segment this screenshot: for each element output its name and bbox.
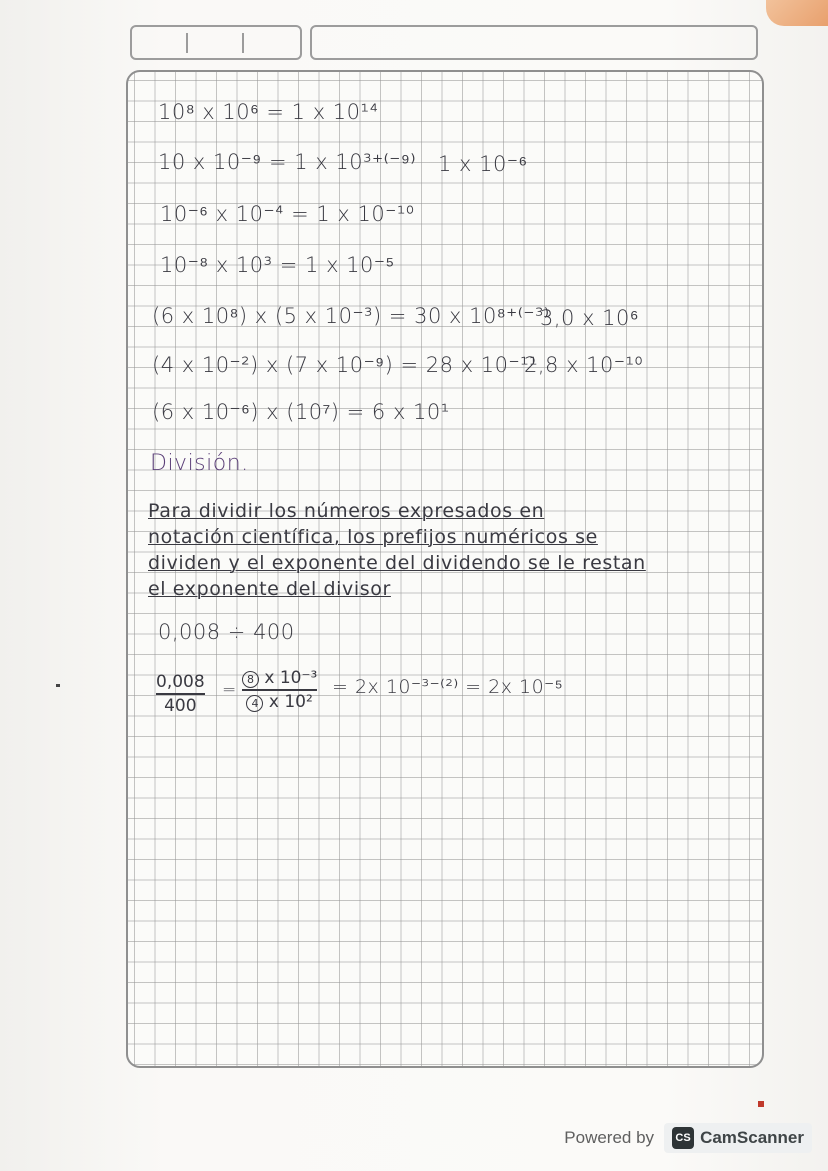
equals-sign: =	[222, 680, 237, 700]
division-result: = 2x 10⁻³⁻⁽²⁾ = 2x 10⁻⁵	[332, 676, 564, 698]
circled-digit: 4	[246, 695, 263, 712]
math-line-2-result: 1 x 10⁻⁶	[438, 152, 528, 176]
math-line-3: 10⁻⁶ x 10⁻⁴ = 1 x 10⁻¹⁰	[160, 202, 415, 226]
math-line-5: (6 x 10⁸) x (5 x 10⁻³) = 30 x 10⁸⁺⁽⁻³⁾	[152, 304, 550, 328]
paragraph-line-3: dividen y el exponente del dividendo se le restan	[148, 552, 646, 574]
example-line: 0,008 ÷ 400	[158, 620, 295, 644]
paragraph-line-2: notación científica, los prefijos numéricos se	[148, 526, 598, 548]
camscanner-badge	[664, 1123, 812, 1153]
fraction-numerator: 0,008	[156, 672, 205, 692]
circled-digit: 8	[242, 671, 259, 688]
date-box	[130, 25, 302, 60]
date-divider	[242, 33, 244, 53]
fraction-denominator: 400	[164, 695, 197, 716]
math-line-6-result: 2,8 x 10⁻¹⁰	[524, 353, 644, 377]
camscanner-logo-icon: CS	[672, 1127, 694, 1149]
math-line-7: (6 x 10⁻⁶) x (10⁷) = 6 x 10¹	[152, 400, 450, 424]
page-corner-tab	[766, 0, 828, 26]
math-line-2: 10 x 10⁻⁹ = 1 x 10³⁺⁽⁻⁹⁾	[158, 150, 417, 174]
math-line-1: 10⁸ x 10⁶ = 1 x 10¹⁴	[158, 100, 379, 124]
math-line-4: 10⁻⁸ x 10³ = 1 x 10⁻⁵	[160, 253, 395, 277]
scanner-watermark	[564, 1123, 812, 1153]
margin-mark	[56, 684, 60, 687]
fraction-numerator-scientific: 8 x 10⁻³	[242, 668, 317, 688]
powered-by-text: Powered by	[564, 1128, 655, 1147]
camscanner-brand: CamScanner	[700, 1128, 804, 1147]
red-mark	[758, 1101, 764, 1107]
division-fraction-scientific	[242, 668, 317, 712]
math-line-5-result: 3,0 x 10⁶	[540, 306, 640, 330]
fraction-denominator-scientific: 4 x 10²	[246, 692, 312, 712]
section-heading: División.	[150, 451, 249, 476]
paragraph-line-1: Para dividir los números expresados en	[148, 500, 545, 522]
date-divider	[186, 33, 188, 53]
title-box	[310, 25, 758, 60]
division-fraction-original	[156, 672, 205, 716]
math-line-6: (4 x 10⁻²) x (7 x 10⁻⁹) = 28 x 10⁻¹¹	[152, 353, 538, 377]
fraction-bar	[242, 689, 317, 691]
paragraph-line-4: el exponente del divisor	[148, 578, 391, 600]
fraction-bar	[156, 693, 205, 695]
